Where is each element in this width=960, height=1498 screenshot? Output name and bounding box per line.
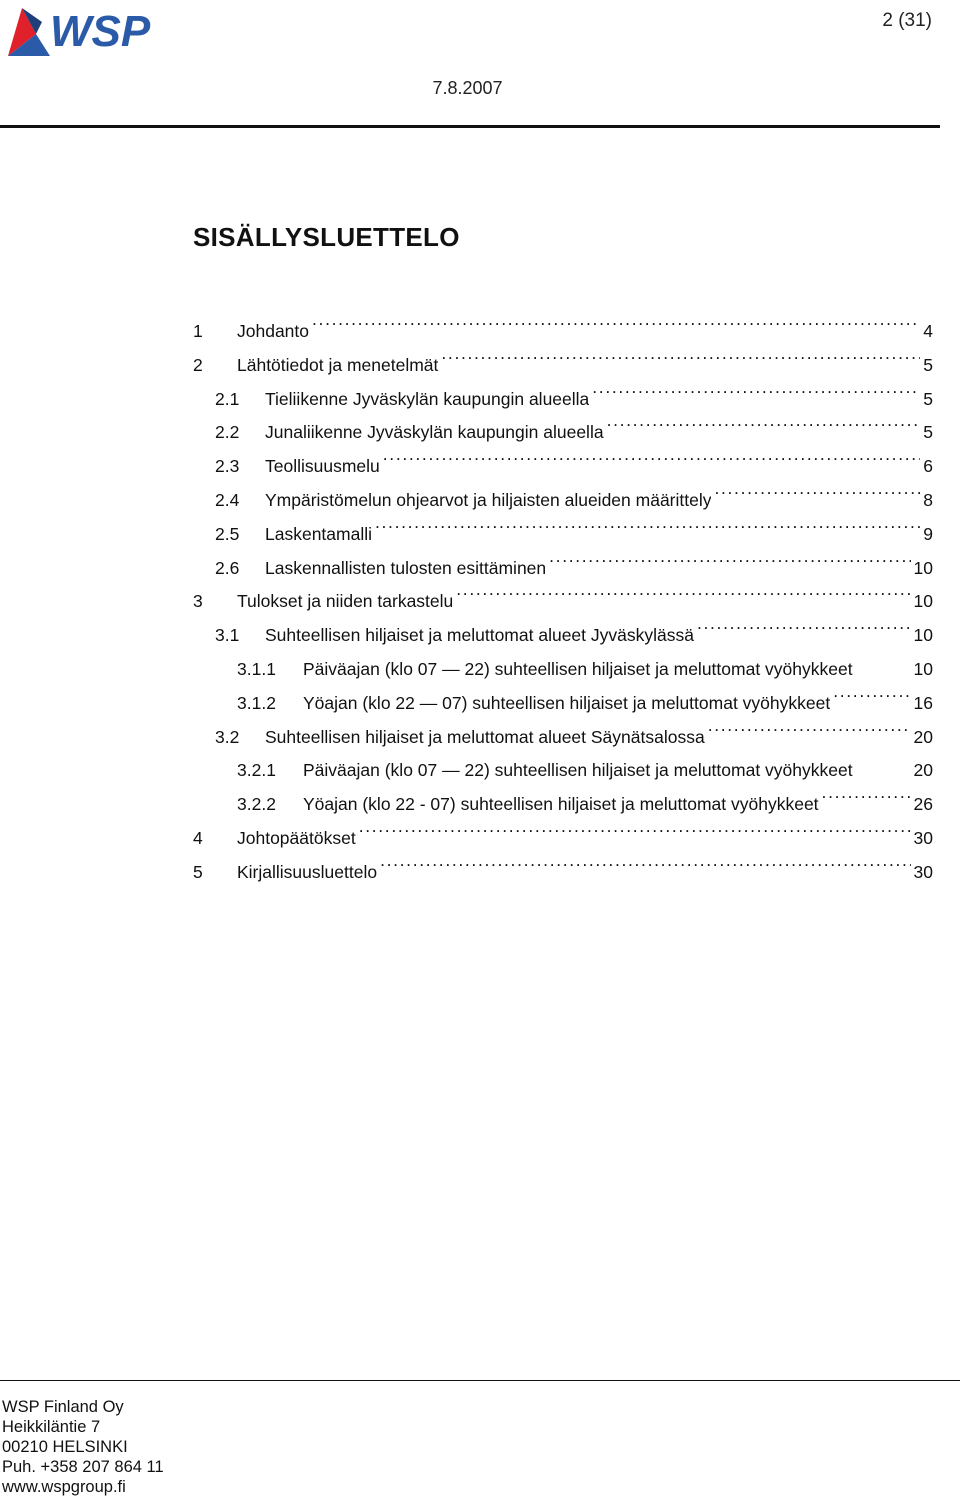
toc-entry-title: Yöajan (klo 22 — 07) suhteellisen hiljaiset ja meluttomat vyöhykkeet [303, 692, 831, 713]
toc-dot-leader [380, 844, 910, 878]
toc-entry-page: 8 [923, 489, 933, 510]
footer-phone: Puh. +358 207 864 11 [2, 1458, 164, 1476]
toc-entry-number: 3.1.1 [237, 658, 276, 679]
toc-entry-number: 2.2 [215, 422, 240, 443]
toc-entry-title: Laskennallisten tulosten esittäminen [265, 557, 547, 578]
footer-company: WSP Finland Oy [2, 1398, 124, 1416]
toc-entry-page: 5 [923, 354, 933, 375]
toc-entry-number: 2.4 [215, 489, 240, 510]
footer-postal: 00210 HELSINKI [2, 1438, 128, 1456]
wsp-logo [6, 4, 168, 58]
toc-entry-title: Johdanto [237, 321, 310, 341]
toc-dot-leader [456, 573, 910, 607]
toc-entry-number: 2.3 [215, 456, 240, 477]
toc-entry-title: Teollisuusmelu [265, 456, 380, 477]
toc-dot-leader [592, 371, 920, 405]
toc-entry-page: 10 [913, 658, 933, 679]
toc-entry-title: Suhteellisen hiljaiset ja meluttomat alueet Säynätsalossa [265, 726, 705, 747]
toc-entry-number: 3.1 [215, 625, 240, 646]
toc-entry-number: 1 [193, 321, 203, 341]
toc-dot-leader [833, 675, 910, 709]
toc-entry-title: Laskentamalli [265, 523, 372, 544]
toc-dot-leader [312, 303, 920, 337]
toc-entry-page: 9 [923, 523, 933, 544]
page-number: 2 (31) [882, 10, 932, 31]
toc-entry-title: Päiväajan (klo 07 — 22) suhteellisen hiljaiset ja meluttomat vyöhykkeet [303, 658, 853, 679]
toc-entry-number: 3 [193, 591, 203, 612]
header-date: 7.8.2007 [432, 78, 503, 98]
toc-entry-page: 4 [923, 321, 933, 341]
toc-entry-title: Suhteellisen hiljaiset ja meluttomat alueet Jyväskylässä [265, 625, 694, 646]
table-of-contents [193, 303, 933, 882]
toc-entry-title: Päiväajan (klo 07 — 22) suhteellisen hiljaiset ja meluttomat vyöhykkeet [303, 760, 853, 781]
toc-dot-leader [441, 337, 920, 371]
toc-entry-number: 3.1.2 [237, 692, 276, 713]
toc-entry-page: 5 [923, 388, 933, 409]
toc-entry-number: 3.2.1 [237, 760, 276, 781]
toc-entry-title: Ympäristömelun ohjearvot ja hiljaisten alueiden määrittely [265, 489, 712, 510]
toc-dot-leader [856, 742, 911, 776]
toc-entry-page: 10 [913, 591, 933, 612]
toc-entry-page: 10 [913, 557, 933, 578]
footer-divider [0, 1380, 960, 1381]
toc-entry-number: 3.2 [215, 726, 240, 747]
footer-address [2, 1397, 164, 1497]
toc-entry-number: 4 [193, 827, 203, 848]
header-divider [0, 125, 940, 128]
toc-entry-page: 30 [913, 827, 933, 848]
toc-entry-title: Junaliikenne Jyväskylän kaupungin alueella [265, 422, 604, 443]
toc-dot-leader [549, 540, 910, 574]
toc-entry-title: Tieliikenne Jyväskylän kaupungin alueella [265, 388, 590, 409]
toc-entry-title: Tulokset ja niiden tarkastelu [237, 591, 454, 612]
toc-entry-title: Lähtötiedot ja menetelmät [237, 354, 439, 375]
logo-text: WSP [50, 7, 151, 56]
toc-entry-title: Yöajan (klo 22 - 07) suhteellisen hiljaiset ja meluttomat vyöhykkeet [303, 794, 819, 815]
toc-entry-number: 2.6 [215, 557, 240, 578]
toc-entry-title: Johtopäätökset [237, 827, 356, 848]
toc-entry-number: 2 [193, 354, 203, 375]
toc-dot-leader [359, 810, 911, 844]
toc-dot-leader [708, 709, 911, 743]
toc-entry[interactable] [193, 303, 933, 341]
toc-entry-page: 6 [923, 456, 933, 477]
toc-dot-leader [607, 404, 921, 438]
toc-entry-page: 20 [913, 726, 933, 747]
toc-entry-page: 26 [913, 794, 933, 815]
toc-entry-title: Kirjallisuusluettelo [237, 861, 378, 882]
toc-entry-page: 20 [913, 760, 933, 781]
toc-dot-leader [822, 776, 911, 810]
toc-entry-page: 16 [913, 692, 933, 713]
toc-entry-number: 2.5 [215, 523, 240, 544]
footer-street: Heikkiläntie 7 [2, 1418, 101, 1436]
toc-entry-number: 2.1 [215, 388, 240, 409]
toc-dot-leader [856, 641, 911, 675]
toc-dot-leader [714, 472, 920, 506]
toc-dot-leader [375, 506, 920, 540]
footer-website[interactable]: www.wspgroup.fi [2, 1478, 126, 1496]
toc-dot-leader [697, 607, 911, 641]
toc-entry-page: 30 [913, 861, 933, 882]
toc-entry-page: 10 [913, 625, 933, 646]
toc-entry-number: 3.2.2 [237, 794, 276, 815]
toc-dot-leader [383, 438, 920, 472]
toc-heading: SISÄLLYSLUETTELO [193, 222, 460, 252]
toc-entry-page: 5 [923, 422, 933, 443]
toc-entry-number: 5 [193, 861, 203, 882]
